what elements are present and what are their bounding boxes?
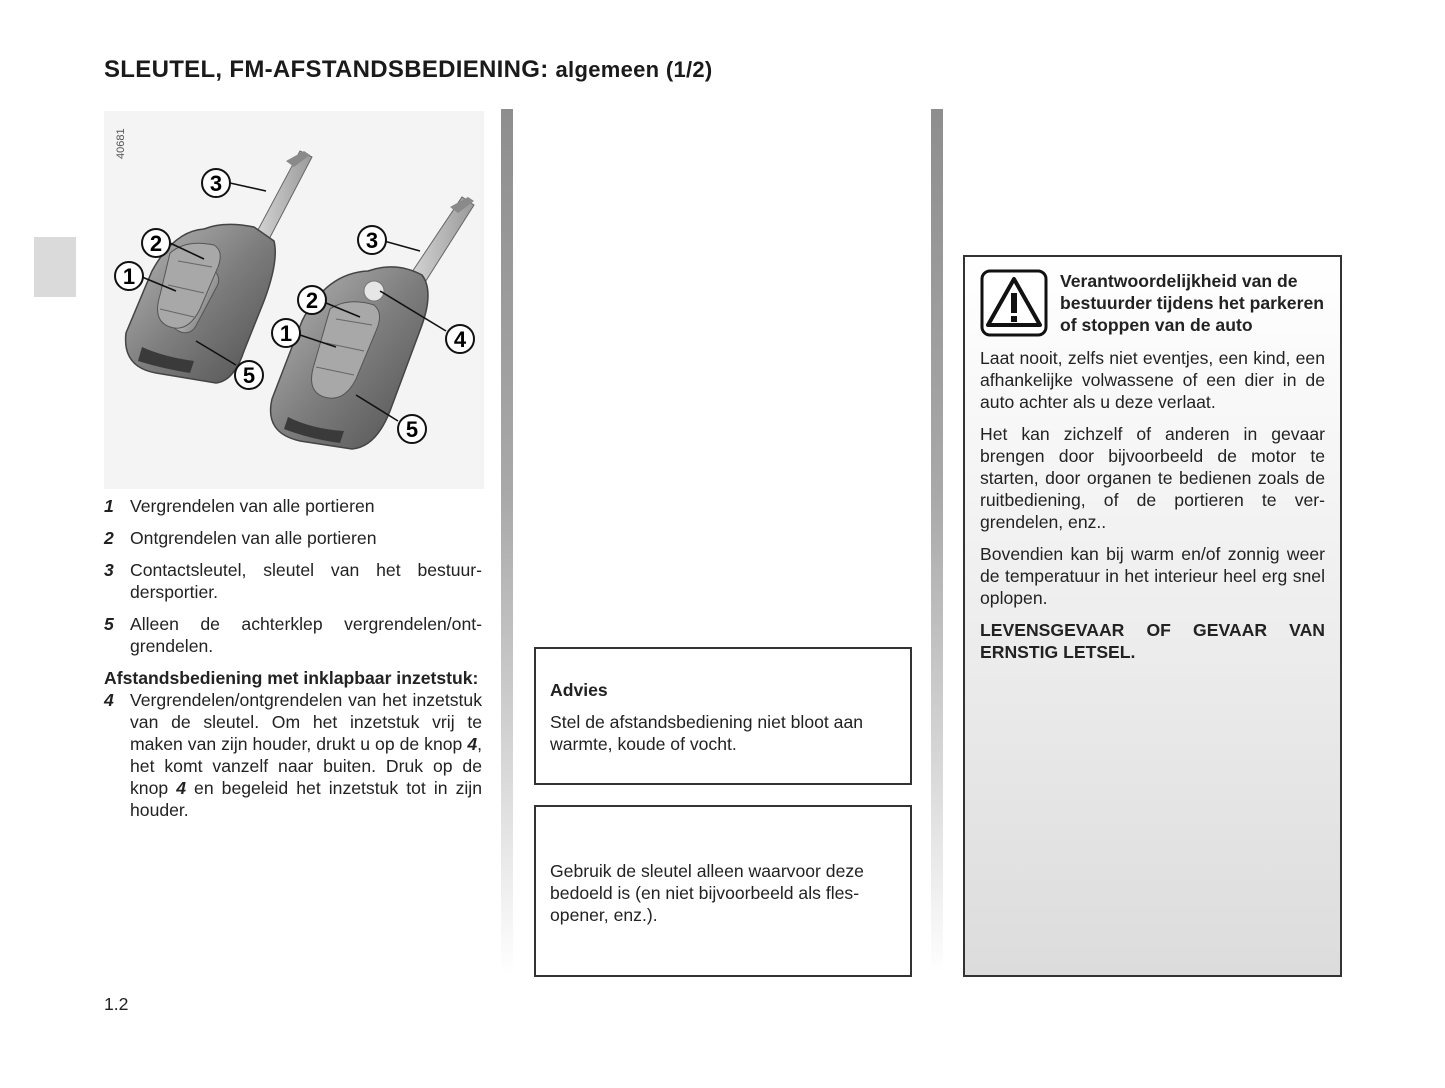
warning-box	[963, 255, 1342, 977]
callout-3-right	[358, 226, 386, 254]
legend-item: 2 Ontgrendelen van alle portieren	[104, 528, 377, 548]
svg-text:4: 4	[453, 327, 467, 352]
figure-ref-code: 40681	[115, 128, 127, 159]
callout-1-right	[272, 319, 300, 347]
column-separator-2	[931, 109, 943, 974]
callout-1-left	[115, 262, 143, 290]
advice-text: Stel de afstandsbediening niet bloot aan warmte, koude of vocht.	[550, 712, 864, 754]
legend-subheading: Afstandsbediening met inklapbaar inzetstuk:	[104, 668, 479, 688]
callout-5-right	[398, 415, 426, 443]
warning-paragraph: Bovendien kan bij warm en/of zonnig weer de temperatuur in het interieur heel erg snel oplopen.	[980, 544, 1325, 608]
column-separator-1	[501, 109, 513, 974]
legend-item: 4 Vergrendelen/ontgrendelen van het inzetstuk van de sleutel. Om het inzetstuk vrij te maken van zijn houder, drukt u op de knop 4, het komt vanzelf naar buiten. Druk op de knop 4 en begeleid het inzetstuk tot in zijn houder.	[104, 690, 482, 820]
svg-text:5: 5	[405, 417, 419, 442]
warning-title: Verantwoordelijkheid van de bestuurder tijdens het parkeren of stoppen van de auto	[1060, 271, 1324, 335]
warning-emphasis: LEVENSGEVAAR OF GEVAAR VAN ERNSTIG LETSEL.	[980, 620, 1325, 662]
legend	[104, 495, 482, 831]
key-illustration	[104, 111, 484, 489]
callout-2-left	[142, 229, 170, 257]
section-tab	[34, 237, 76, 297]
advice-heading: Advies	[550, 680, 608, 700]
advice-box	[534, 647, 912, 785]
svg-text:1: 1	[279, 321, 293, 346]
warning-triangle-icon	[980, 269, 1048, 337]
legend-item: 5 Alleen de achterklep vergrendelen/ontgrendelen.	[104, 614, 482, 656]
svg-text:1: 1	[122, 264, 136, 289]
warning-paragraph: Het kan zichzelf of anderen in gevaar brengen door bijvoorbeeld de motor te starten, door organen te bedienen zoals de ruitbediening, of de portieren te vergrendelen, enz..	[980, 424, 1325, 532]
callout-2-right	[298, 286, 326, 314]
callout-3-left	[202, 169, 230, 197]
svg-text:3: 3	[365, 228, 379, 253]
legend-item: 1 Vergrendelen van alle portieren	[104, 496, 375, 516]
svg-text:2: 2	[149, 231, 163, 256]
usage-text: Gebruik de sleutel alleen waarvoor deze bedoeld is (en niet bijvoorbeeld als flesopener, enz.).	[550, 861, 864, 925]
svg-text:2: 2	[305, 288, 319, 313]
usage-box	[534, 805, 912, 977]
page-title	[104, 56, 713, 84]
svg-text:3: 3	[209, 171, 223, 196]
warning-paragraph: Laat nooit, zelfs niet eventjes, een kind, een afhankelijke volwassene of een dier in de auto achter als u deze verlaat.	[980, 348, 1325, 412]
callout-4-right	[446, 325, 474, 353]
warning-header	[980, 269, 1325, 337]
page-title-sub: algemeen (1/2)	[555, 57, 713, 82]
page-number: 1.2	[104, 994, 129, 1014]
callout-5-left	[235, 361, 263, 389]
svg-text:5: 5	[242, 363, 256, 388]
page-title-main: SLEUTEL, FM-AFSTANDSBEDIENING:	[104, 56, 549, 83]
legend-item: 3 Contactsleutel, sleutel van het bestuurdersportier.	[104, 560, 482, 602]
